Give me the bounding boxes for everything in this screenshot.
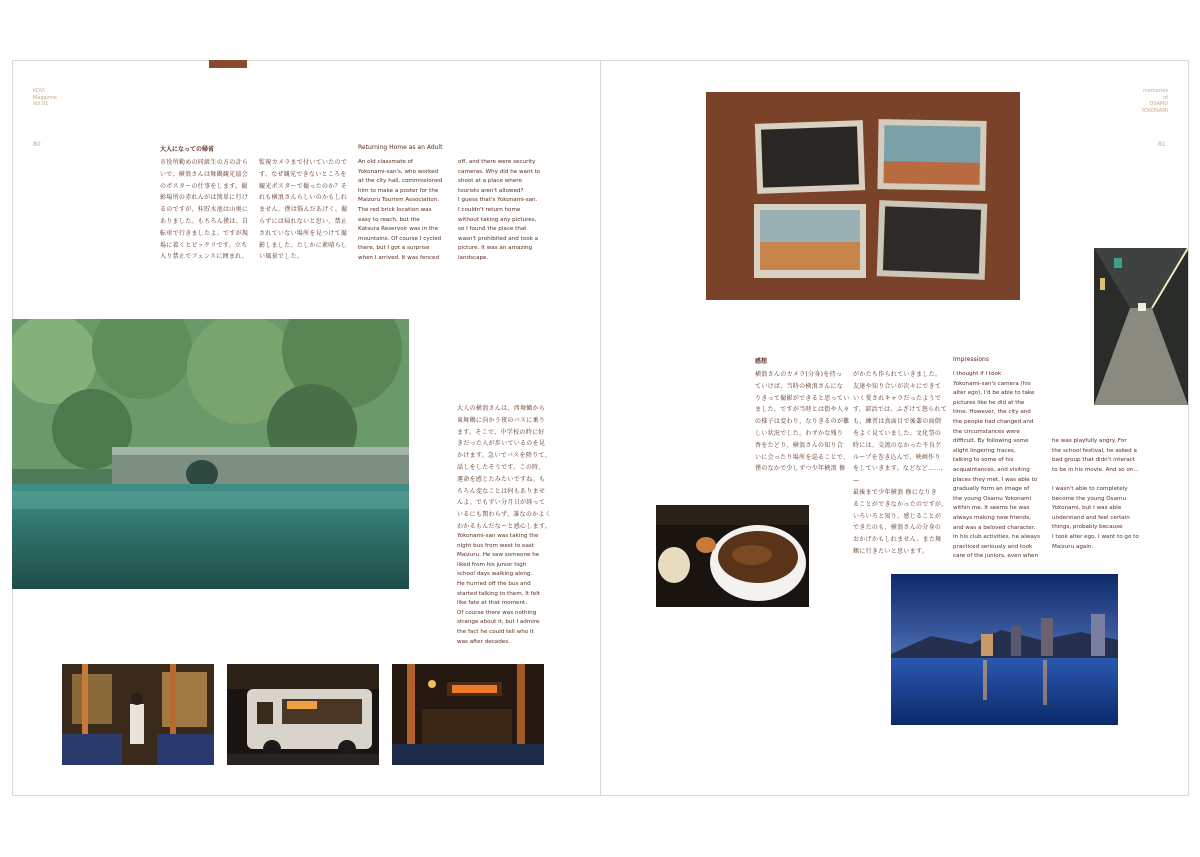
section-body-en-col2: off, and there were security cameras. Why did he want to shoot at a place where tourists aren't allowed? I guess that's Yokonami-san. I couldn't return home without taking any pictures, so I found the place that wasn't prohibited and took a picture. It was an amazing landscape. (458, 159, 541, 261)
impressions-body-en-col2: he was playfully angry. For the school festival, he asked a bad group that didn't interact to be in his movie. And so on... I wasn't able to completely become the young Osamu Yokonami, but I was able understand and feel certain things, probably because I took alter ego. I want to go to Maizuru again. (1052, 438, 1139, 550)
page-tab-marker (209, 60, 247, 68)
impressions-body-jp-col1: 横浪さんのカメラ(分身)を持っ ていけば、当時の横浪さんにな りきって撮影ができると思ってい ました。ですが当時とは街や人々 の様子は変わり、なりきるのが難 しい状況でした。わずかな残り 香をたどり、横浪さんの知り合 いに会ったり場所を巡ることで、 僕のなかで少しずつ少年横浪 修 (755, 371, 850, 473)
section-body-jp-col1: 市役所勤めの同級生の方の計ら いで、横浪さんは舞鶴観光協会 のポスターの仕事をします。撮 影場所の赤れんがは簡単に行け るのですが、桂貯水池は山奥に ありました。もちろん僕は、自 転車で行きましたよ。ですが現 場に着くとビックリです。立ち 入り禁止でフェンスに囲まれ、 (160, 159, 249, 261)
meta-line: KOVI (33, 88, 45, 94)
section-heading-en: Returning Home as an Adult (358, 144, 443, 151)
night-bus-photo (227, 664, 379, 765)
meta-line: OSAMU (1149, 101, 1168, 107)
section-body-en-col1: An old classmate of Yokonami-san's, who worked at the city hall, commissioned him to make a poster for the Maizuru Tourism Association. The red brick location was easy to reach, but the Katsura Reservoir was in the mountains. Of course I cycled there, but I got a surprise when I arrived. It was fenced (358, 159, 443, 261)
magazine-meta (33, 88, 57, 108)
impressions-body-en-col1: I thought if I took Yokonami-san's camera (his alter ego), I'd be able to take pictures like he did at the time. However, the city and the people had changed and the circumstances were difficult. By following some slight lingering traces, talking to some of his acquaintances, and visiting places they met, I was able to gradually form an image of the young Osamu Yokonami within me. It seems he was always making new friends, and was a beloved character. In his club activities, he always practiced seriously and took care of the juniors, even when (953, 371, 1041, 560)
station-corridor-photo (1094, 248, 1188, 405)
page-number-right: 81 (1158, 141, 1166, 148)
reservoir-photo (12, 319, 409, 589)
section-heading-jp: 大人になっての帰省 (160, 146, 215, 153)
meta-line: memories of (1142, 88, 1168, 101)
impressions-body-jp-col2: がかたち作られていきました。 友達や知り合いが次々にできて いく愛されキャラだったようで す。部活では、ふざけて怒られて も、練習は真面目で後輩の面倒 をよく見ていました。文化祭の 時には、交流のなかった不良グ ループを巻き込んで、映画作り をしていきます。などなど……。 — 最後まで少年横浪 修になりき ることができなかったのですが、 いろいろと知り、感じることが できたのも、横浪さんの分身の おかげかもしれません。また舞 鶴に行きたいと思います。 (853, 371, 948, 555)
bus-story-jp: 大人の横浪さんは、西舞鶴から 東舞鶴に向かう夜のバスに乗り ます。そこで、中学校の時に好 きだった人が歩いているのを見 かけます。急いでバスを降りて、 話しをしたそうです。この時、 運命を感じたみたいですね。も ちろん変なことは何もありませ んよ。でもずい分月日が経って いるにも関わらず、誰なのかよく わかるもんだなーと感心します。 (457, 405, 552, 530)
bus-story-en: Yokonami-san was taking the night bus from west to east Maizuru. He saw someone he liked from his junior high school days walking along. He hurried off the bus and started talking to them. It felt like fate at that moment. Of course there was nothing strange about it, but I admire the fact he could tell who it was after decades. (457, 533, 540, 645)
bus-front-photo (392, 664, 544, 765)
bus-interior-photo (62, 664, 214, 765)
night-harbor-photo (891, 574, 1118, 725)
section-body-jp-col2: 監視カメラまで付いていたので す。なぜ観光できないところを 観光ポスターで撮ったのか？そ れも横浪さんらしいのかもしれ ません。僕は悩んだあげく、撮 らずには帰れないと思い、禁止 されていない場所を見つけて撮 影しました。たしかに素晴らし い風景でした。 (259, 159, 348, 261)
food-bowl-photo (656, 505, 809, 607)
meta-line: YOKONAMI (1141, 107, 1168, 114)
meta-line: Vol.01 (33, 101, 49, 107)
meta-line: Magazine (33, 94, 57, 101)
impressions-heading-en: Impressions (953, 356, 989, 363)
impressions-heading-jp: 感想 (755, 358, 768, 365)
page-number-left: 80 (33, 141, 41, 148)
snapshots-on-table-photo (706, 92, 1020, 300)
magazine-meta-right (1138, 88, 1168, 114)
